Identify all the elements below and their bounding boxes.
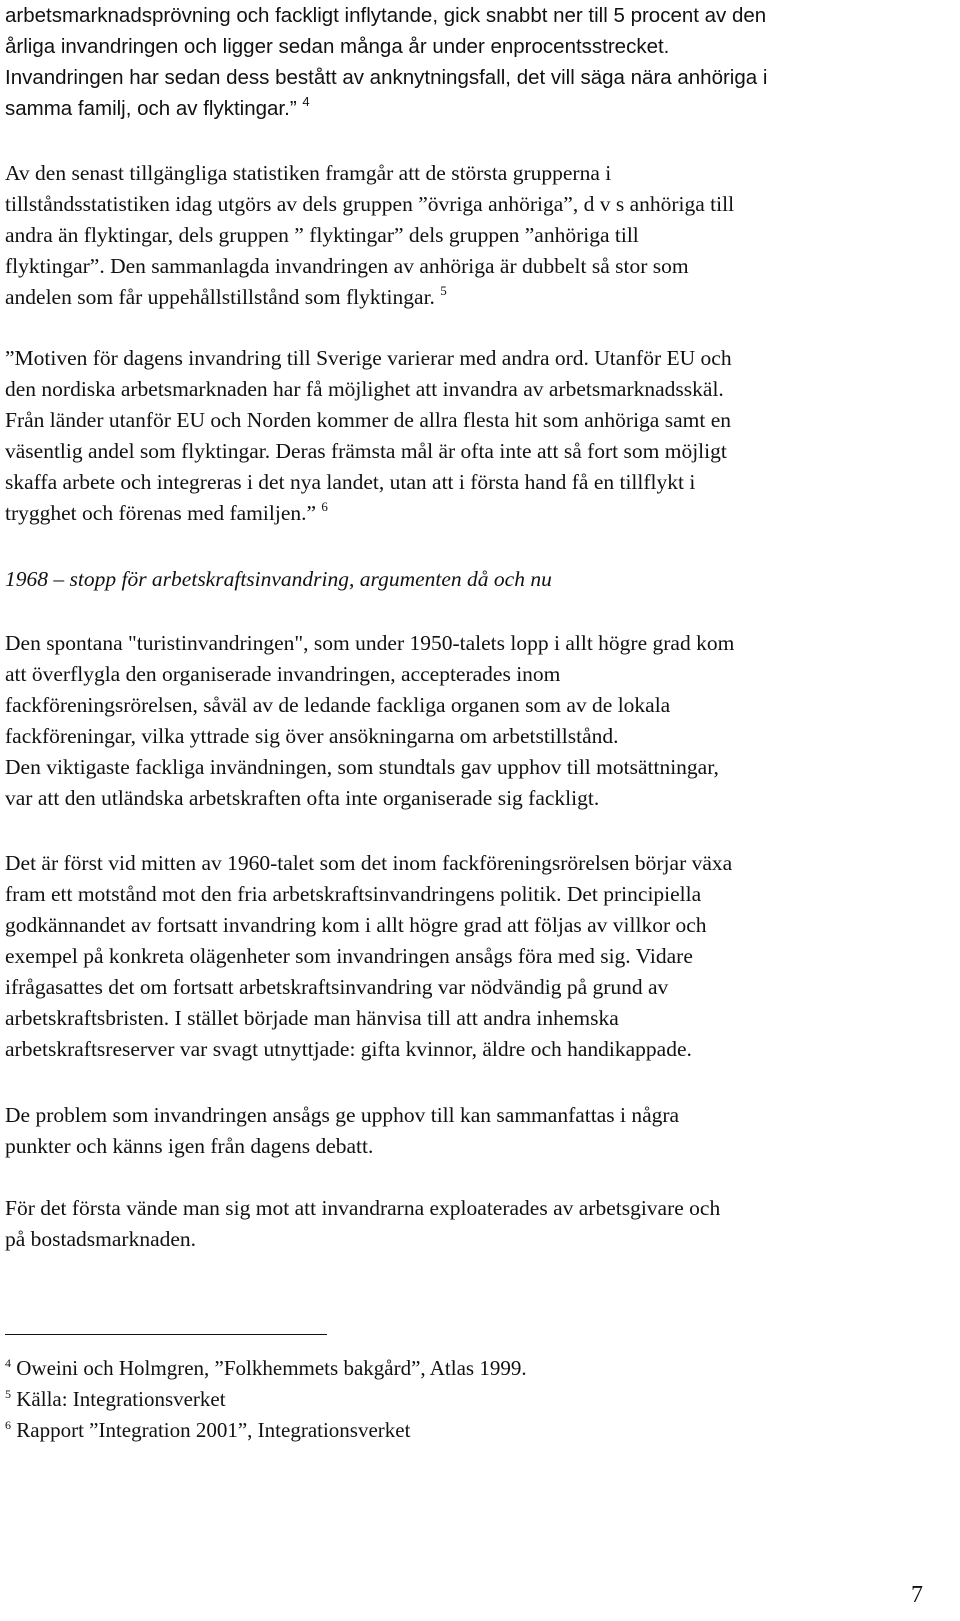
text-line: Den spontana "turistinvandringen", som under 1950-talets lopp i allt högre grad kom: [5, 631, 735, 655]
text-line: punkter och känns igen från dagens debatt.: [5, 1134, 374, 1158]
footnote-ref[interactable]: 4: [302, 94, 310, 109]
text-line: Från länder utanför EU och Norden kommer de allra flesta hit som anhöriga samt en: [5, 408, 731, 432]
footnote-item: $^4$ Oweini och Holmgren, ”Folkhemmets bakgård”, Atlas 1999.: [5, 1356, 527, 1380]
text-line: årliga invandringen och ligger sedan många år under enprocentsstrecket.: [5, 35, 670, 58]
text-line: För det första vände man sig mot att invandrarna exploaterades av arbetsgivare och: [5, 1196, 721, 1220]
text-line: ifrågasattes det om fortsatt arbetskraftsinvandring var nödvändig på grund av: [5, 975, 669, 999]
text-line: väsentlig andel som flyktingar. Deras främsta mål är ofta inte att så fort som möjligt: [5, 439, 727, 463]
text-line: att överflygla den organiserade invandringen, accepterades inom: [5, 662, 561, 686]
text-line: De problem som invandringen ansågs ge upphov till kan sammanfattas i några: [5, 1103, 680, 1127]
footnote-divider: [5, 1334, 327, 1335]
page-number: 7: [911, 1582, 923, 1608]
text-line: andelen som får uppehållstillstånd som flyktingar. $^5$: [5, 283, 447, 309]
footnote-number: 5: [5, 1387, 11, 1401]
text-line: andra än flyktingar, dels gruppen ” flyktingar” dels gruppen ”anhöriga till: [5, 223, 639, 247]
footnote-ref[interactable]: 6: [321, 499, 328, 514]
text-line: fackföreningar, vilka yttrade sig över ansökningarna om arbetstillstånd.: [5, 724, 619, 748]
paragraph-tourist-immigration: [5, 628, 734, 814]
text-line: arbetsmarknadsprövning och fackligt inflytande, gick snabbt ner till 5 procent av den: [5, 4, 767, 27]
paragraph-first-point: [5, 1193, 720, 1255]
text-line: exempel på konkreta olägenheter som invandringen ansågs föra med sig. Vidare: [5, 944, 693, 968]
footnote-ref[interactable]: 5: [440, 283, 447, 298]
paragraph-statistics: [5, 158, 734, 313]
footnote-item: $^5$ Källa: Integrationsverket: [5, 1387, 226, 1411]
paragraph-immigration-intro: [5, 0, 767, 124]
text-line: ”Motiven för dagens invandring till Sverige varierar med andra ord. Utanför EU och: [5, 346, 732, 370]
text-line: tillståndsstatistiken idag utgörs av dels gruppen ”övriga anhöriga”, d v s anhöriga till: [5, 192, 735, 216]
text-line: arbetskraftsreserver var svagt utnyttjade: gifta kvinnor, äldre och handikappade.: [5, 1037, 692, 1061]
text-line: fram ett motstånd mot den fria arbetskraftsinvandringens politik. Det principiella: [5, 882, 702, 906]
footnote-item: $^6$ Rapport ”Integration 2001”, Integrationsverket: [5, 1418, 411, 1442]
text-line: trygghet och förenas med familjen.” $^6$: [5, 499, 328, 525]
paragraph-motives-quote: [5, 343, 732, 529]
text-line: arbetskraftsbristen. I stället började man hänvisa till att andra inhemska: [5, 1006, 619, 1030]
paragraph-1960s-resistance: [5, 848, 732, 1065]
paragraph-problems: [5, 1100, 679, 1162]
footnote-number: 6: [5, 1418, 11, 1432]
text-line: Invandringen har sedan dess bestått av anknytningsfall, det vill säga nära anhöriga i: [5, 66, 768, 89]
section-heading: 1968 – stopp för arbetskraftsinvandring, argumenten då och nu: [5, 567, 552, 591]
footnotes: [5, 1353, 527, 1446]
text-line: fackföreningsrörelsen, såväl av de ledande fackliga organen som av de lokala: [5, 693, 671, 717]
text-line: Den viktigaste fackliga invändningen, som stundtals gav upphov till motsättningar,: [5, 755, 719, 779]
text-line: godkännandet av fortsatt invandring kom i allt högre grad att följas av villkor och: [5, 913, 707, 937]
text-line: på bostadsmarknaden.: [5, 1227, 197, 1251]
text-line: Av den senast tillgängliga statistiken framgår att de största grupperna i: [5, 161, 612, 185]
text-line: den nordiska arbetsmarknaden har få möjlighet att invandra av arbetsmarknadsskäl.: [5, 377, 724, 401]
text-line: var att den utländska arbetskraften ofta inte organiserade sig fackligt.: [5, 786, 600, 810]
text-line: skaffa arbete och integreras i det nya landet, utan att i första hand få en tillflykt i: [5, 470, 696, 494]
footnote-number: 4: [5, 1356, 11, 1370]
text-line: samma familj, och av flyktingar.” $^4$: [5, 94, 310, 120]
text-line: Det är först vid mitten av 1960-talet som det inom fackföreningsrörelsen börjar växa: [5, 851, 733, 875]
text-line: flyktingar”. Den sammanlagda invandringen av anhöriga är dubbelt så stor som: [5, 254, 689, 278]
